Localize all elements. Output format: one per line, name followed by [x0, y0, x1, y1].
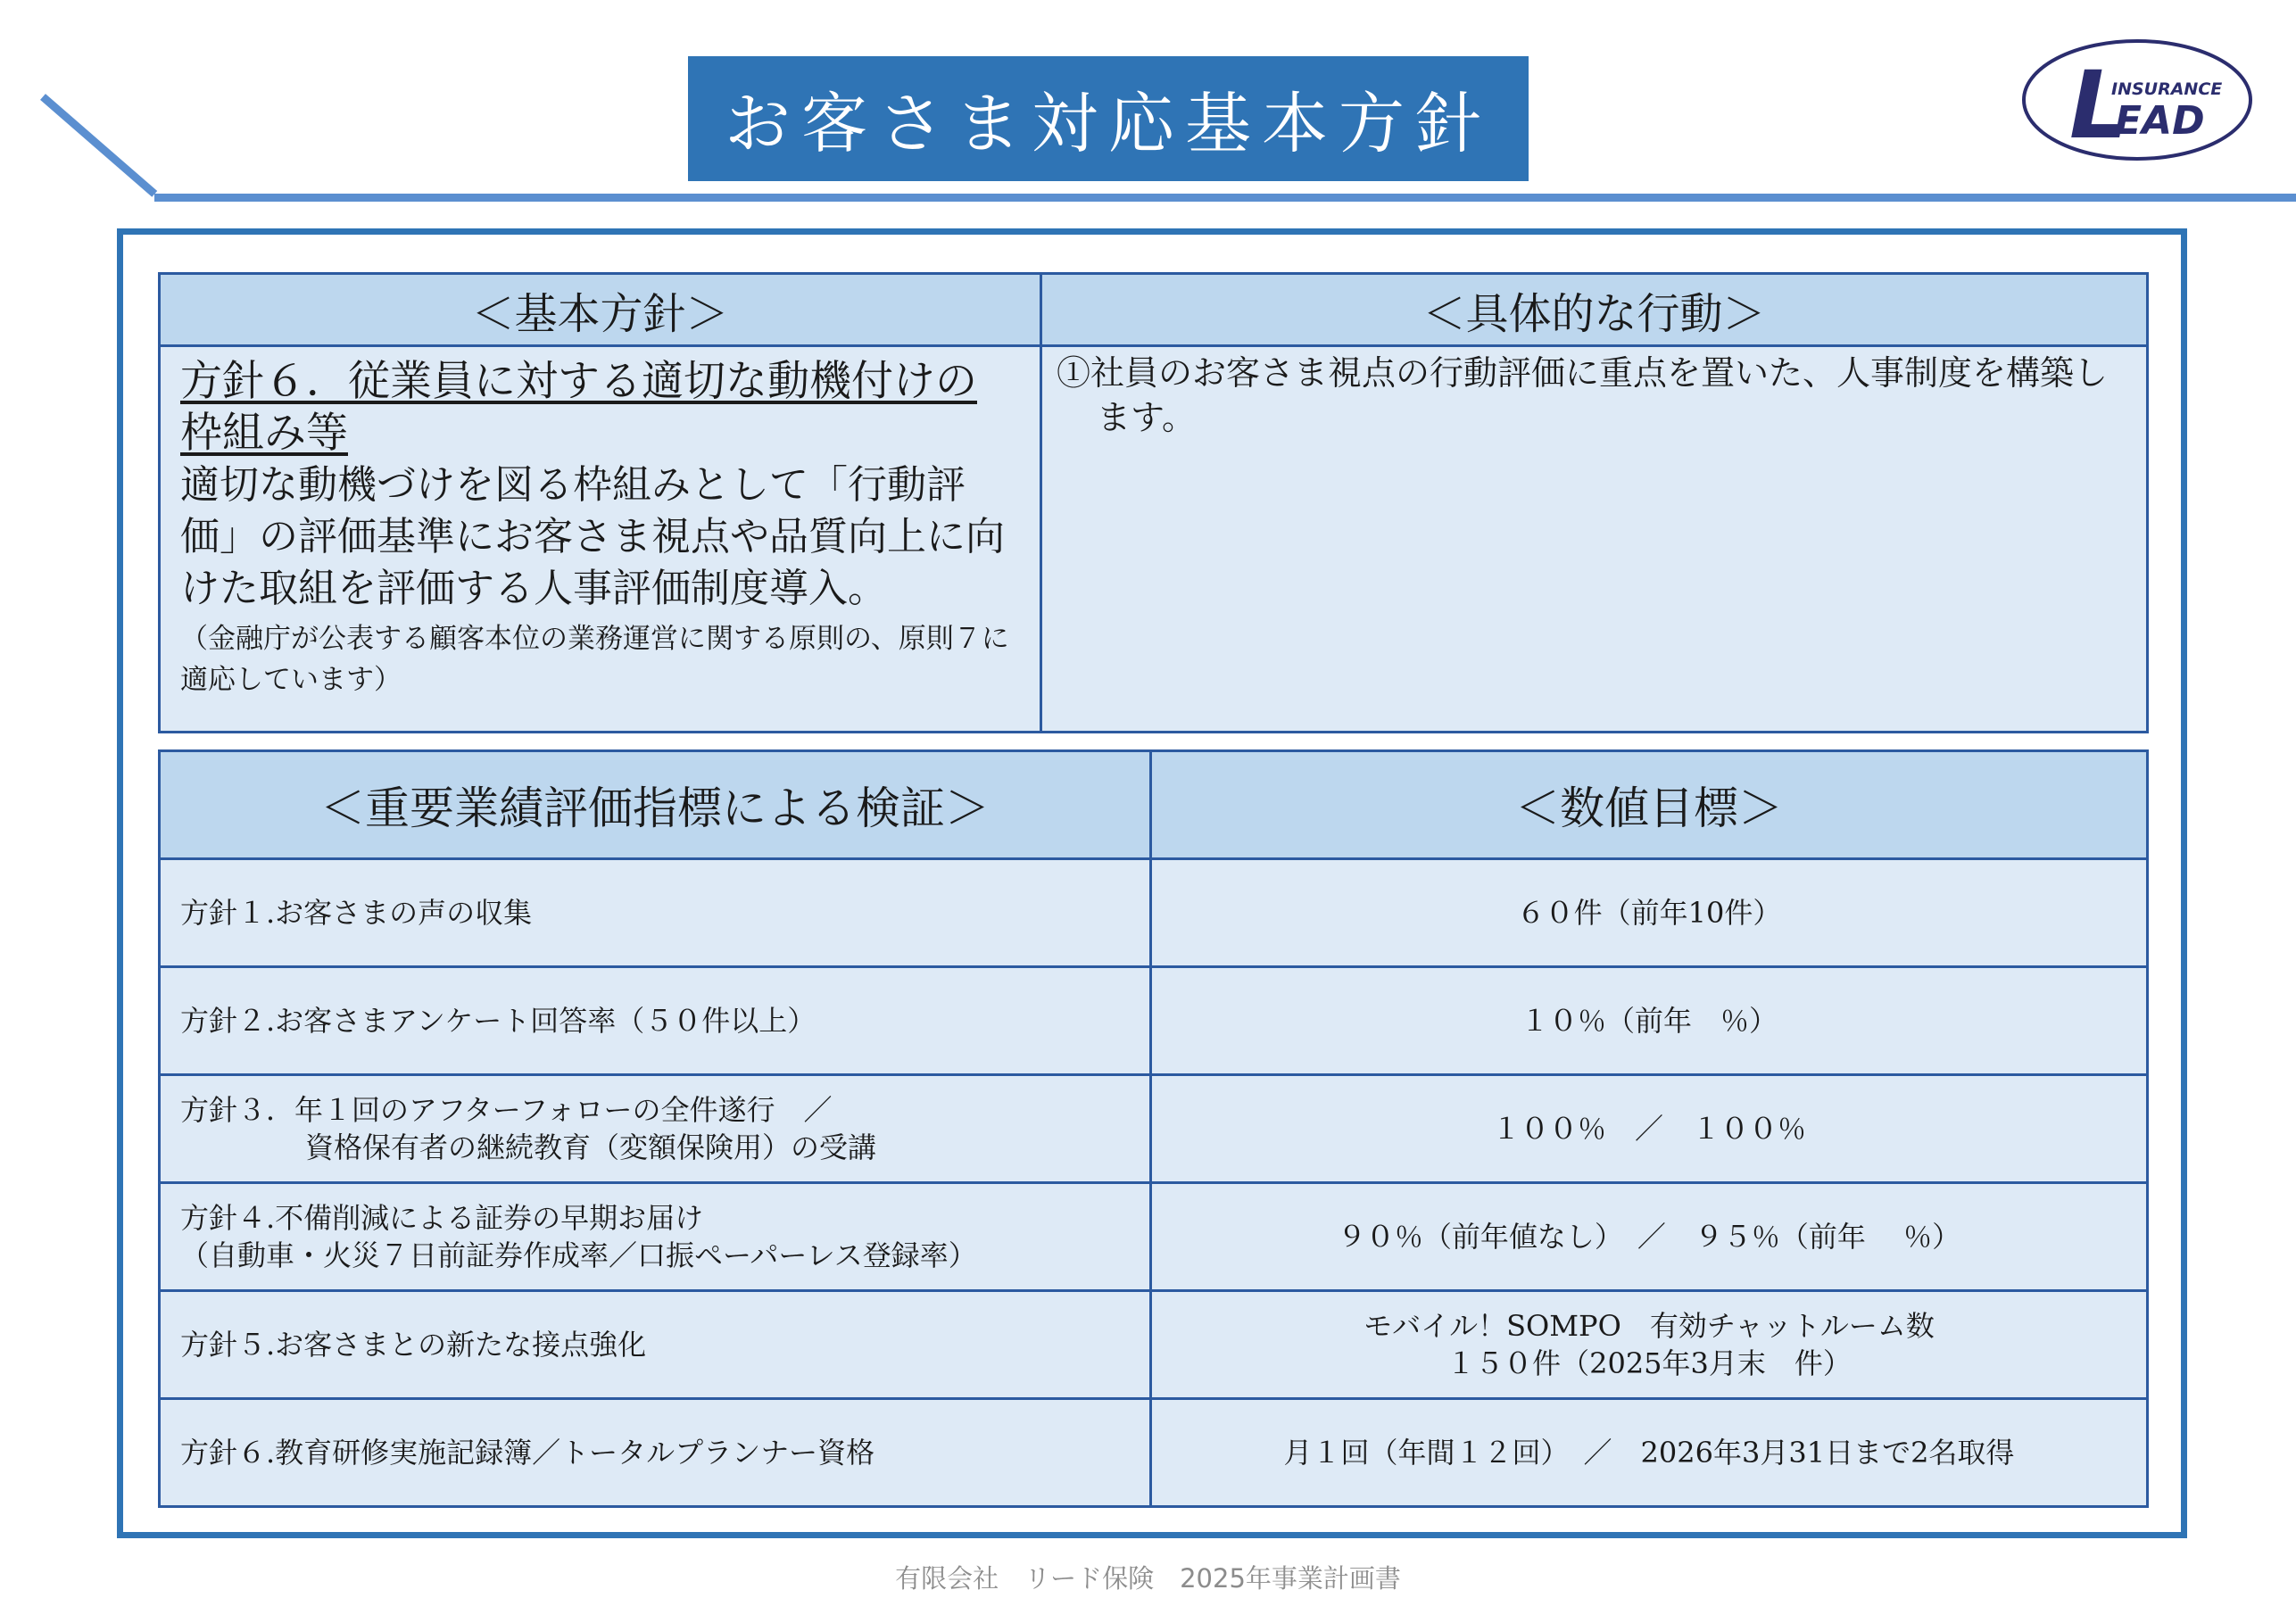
kpi-cell — [160, 1075, 1151, 1183]
action-item: ①社員のお客さま視点の行動評価に重点を置いた、人事制度を構築します。 — [1057, 353, 2109, 437]
target-text: ９０％（前年値なし） ／ ９５％（前年 ％） — [1337, 1220, 1961, 1254]
basic-policy-table — [158, 272, 2149, 733]
target-cell — [1151, 1399, 2148, 1507]
target-text-sub: １５０件（2025年3月末 件） — [1446, 1346, 1852, 1380]
basic-policy-header: ＜基本方針＞ — [160, 274, 1041, 346]
decorative-diagonal-line — [40, 94, 157, 197]
kpi-table — [158, 749, 2149, 1508]
policy-cell — [160, 346, 1041, 733]
target-text: １００％ ／ １００％ — [1491, 1112, 1806, 1146]
logo-graphic — [2020, 37, 2254, 162]
table-row — [160, 1399, 2148, 1507]
kpi-text: 方針４.不備削減による証券の早期お届け — [180, 1201, 704, 1235]
kpi-text: 方針２.お客さまアンケート回答率（５０件以上） — [180, 1004, 816, 1038]
target-cell — [1151, 1183, 2148, 1291]
table-row — [160, 1291, 2148, 1399]
kpi-cell — [160, 1291, 1151, 1399]
table-row — [160, 859, 2148, 967]
target-cell — [1151, 1075, 2148, 1183]
policy-note: （金融庁が公表する顧客本位の業務運営に関する原則の、原則７に適応しています） — [180, 623, 1009, 696]
kpi-cell — [160, 859, 1151, 967]
target-text: 月１回（年間１２回） ／ 2026年3月31日まで2名取得 — [1283, 1436, 2015, 1470]
table-row — [160, 1183, 2148, 1291]
table-row — [160, 1075, 2148, 1183]
target-text: ６０件（前年10件） — [1516, 896, 1782, 930]
target-cell — [1151, 967, 2148, 1075]
policy-title-line2: 枠組み等 — [180, 409, 348, 458]
kpi-text: 方針６.教育研修実施記録簿／トータルプランナー資格 — [180, 1436, 875, 1470]
target-text: モバイル！SOMPO 有効チャットルーム数 — [1364, 1309, 1935, 1343]
concrete-action-header: ＜具体的な行動＞ — [1041, 274, 2148, 346]
kpi-cell — [160, 1399, 1151, 1507]
policy-title-line1: 方針６．従業員に対する適切な動機付けの — [180, 357, 977, 406]
kpi-text-sub: （自動車・火災７日前証券作成率／口振ペーパーレス登録率） — [180, 1238, 977, 1272]
logo-letter: L — [2069, 51, 2129, 160]
kpi-text: 方針３．年１回のアフターフォローの全件遂行 ／ — [180, 1093, 833, 1127]
footer-text: 有限会社 リード保険 2025年事業計画書 — [895, 1563, 1401, 1594]
policy-description: 適切な動機づけを図る枠組みとして「行動評価」の評価基準にお客さま視点や品質向上に向けた取組を評価する人事評価制度導入。 — [180, 462, 1005, 611]
target-cell — [1151, 859, 2148, 967]
target-text: １０％（前年 ％） — [1520, 1004, 1778, 1038]
logo-small-text: INSURANCE — [2111, 79, 2223, 99]
target-cell — [1151, 1291, 2148, 1399]
kpi-text-sub: 資格保有者の継続教育（変額保険用）の受講 — [305, 1130, 877, 1164]
kpi-text: 方針５.お客さまとの新たな接点強化 — [180, 1328, 647, 1362]
target-header: ＜数値目標＞ — [1151, 751, 2148, 859]
kpi-cell — [160, 967, 1151, 1075]
decorative-horizontal-line — [154, 194, 2296, 202]
lead-insurance-logo — [2020, 37, 2254, 162]
kpi-header: ＜重要業績評価指標による検証＞ — [160, 751, 1151, 859]
page-title: お客さま対応基本方針 — [688, 56, 1529, 181]
kpi-cell — [160, 1183, 1151, 1291]
logo-big-text: EAD — [2115, 98, 2205, 144]
table-row — [160, 967, 2148, 1075]
kpi-text: 方針１.お客さまの声の収集 — [180, 896, 533, 930]
action-cell — [1041, 346, 2148, 733]
